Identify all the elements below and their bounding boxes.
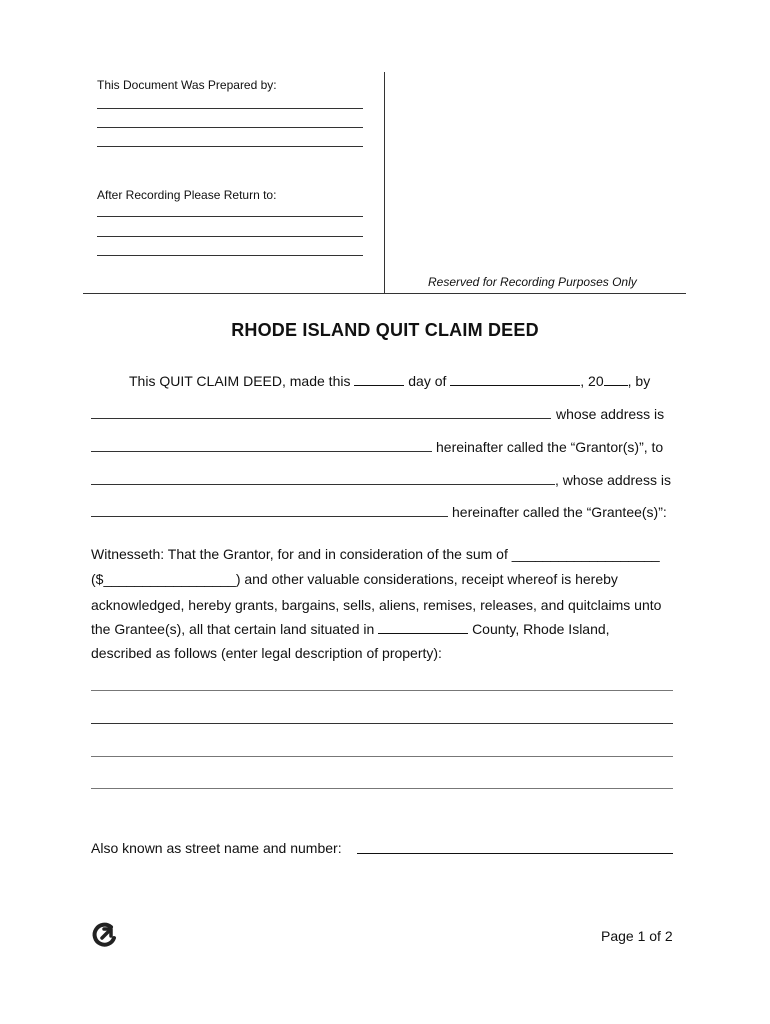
prepared-by-label: This Document Was Prepared by: [97,78,277,92]
grantee-called-label: hereinafter called the “Grantee(s)”: [452,504,667,520]
intro-text-2: day of [408,373,447,389]
street-name-line[interactable] [357,853,673,854]
county-blank[interactable] [378,621,468,634]
document-title: RHODE ISLAND QUIT CLAIM DEED [231,320,539,340]
witnesseth-line-4 [91,621,610,637]
street-label: Also known as street name and number: [91,840,342,856]
legal-description-line-4[interactable] [91,788,673,789]
return-to-line-3[interactable] [97,255,363,256]
intro-text-1: This QUIT CLAIM DEED, made this [129,373,351,389]
reserved-note: Reserved for Recording Purposes Only [428,275,637,289]
grantor-address-line[interactable] [91,451,432,452]
return-to-line-2[interactable] [97,236,363,237]
legal-description-line-2[interactable] [91,723,673,724]
grantor-name-line[interactable] [91,418,551,419]
witnesseth-line-5: described as follows (enter legal description of property): [91,645,442,661]
county-text: County, Rhode Island, [472,621,610,637]
grantee-address-line[interactable] [91,516,448,517]
grantor-address-label: whose address is [556,406,665,422]
legal-description-line-1[interactable] [91,690,673,691]
witnesseth-line-3: acknowledged, hereby grants, bargains, sells, aliens, remises, releases, and quitclaims unto [91,597,662,613]
header-divider-horizontal [83,293,686,294]
prepared-by-line-2[interactable] [97,127,363,128]
page-number: Page 1 of 2 [601,928,673,944]
grantor-called-label: hereinafter called the “Grantor(s)”, to [436,439,664,455]
witnesseth-line-2: ($_________________) and other valuable considerations, receipt whereof is hereby [91,571,618,587]
grantee-address-label: , whose address is [555,472,671,488]
land-situated-text: the Grantee(s), all that certain land situated in [91,621,375,637]
refresh-arrow-logo-icon [91,921,119,949]
legal-description-line-3[interactable] [91,756,673,757]
year-blank[interactable] [604,373,628,386]
prepared-by-line-1[interactable] [97,108,363,109]
intro-text-3: , 20 [580,373,604,389]
return-to-line-1[interactable] [97,216,363,217]
day-blank[interactable] [354,373,404,386]
return-to-label: After Recording Please Return to: [97,188,277,202]
intro-line [129,373,650,389]
header-divider-vertical [384,72,385,294]
intro-text-4: , by [627,373,651,389]
grantee-name-line[interactable] [91,484,555,485]
month-blank[interactable] [450,373,580,386]
prepared-by-line-3[interactable] [97,146,363,147]
witnesseth-line-1: Witnesseth: That the Grantor, for and in consideration of the sum of ___________________ [91,546,660,562]
